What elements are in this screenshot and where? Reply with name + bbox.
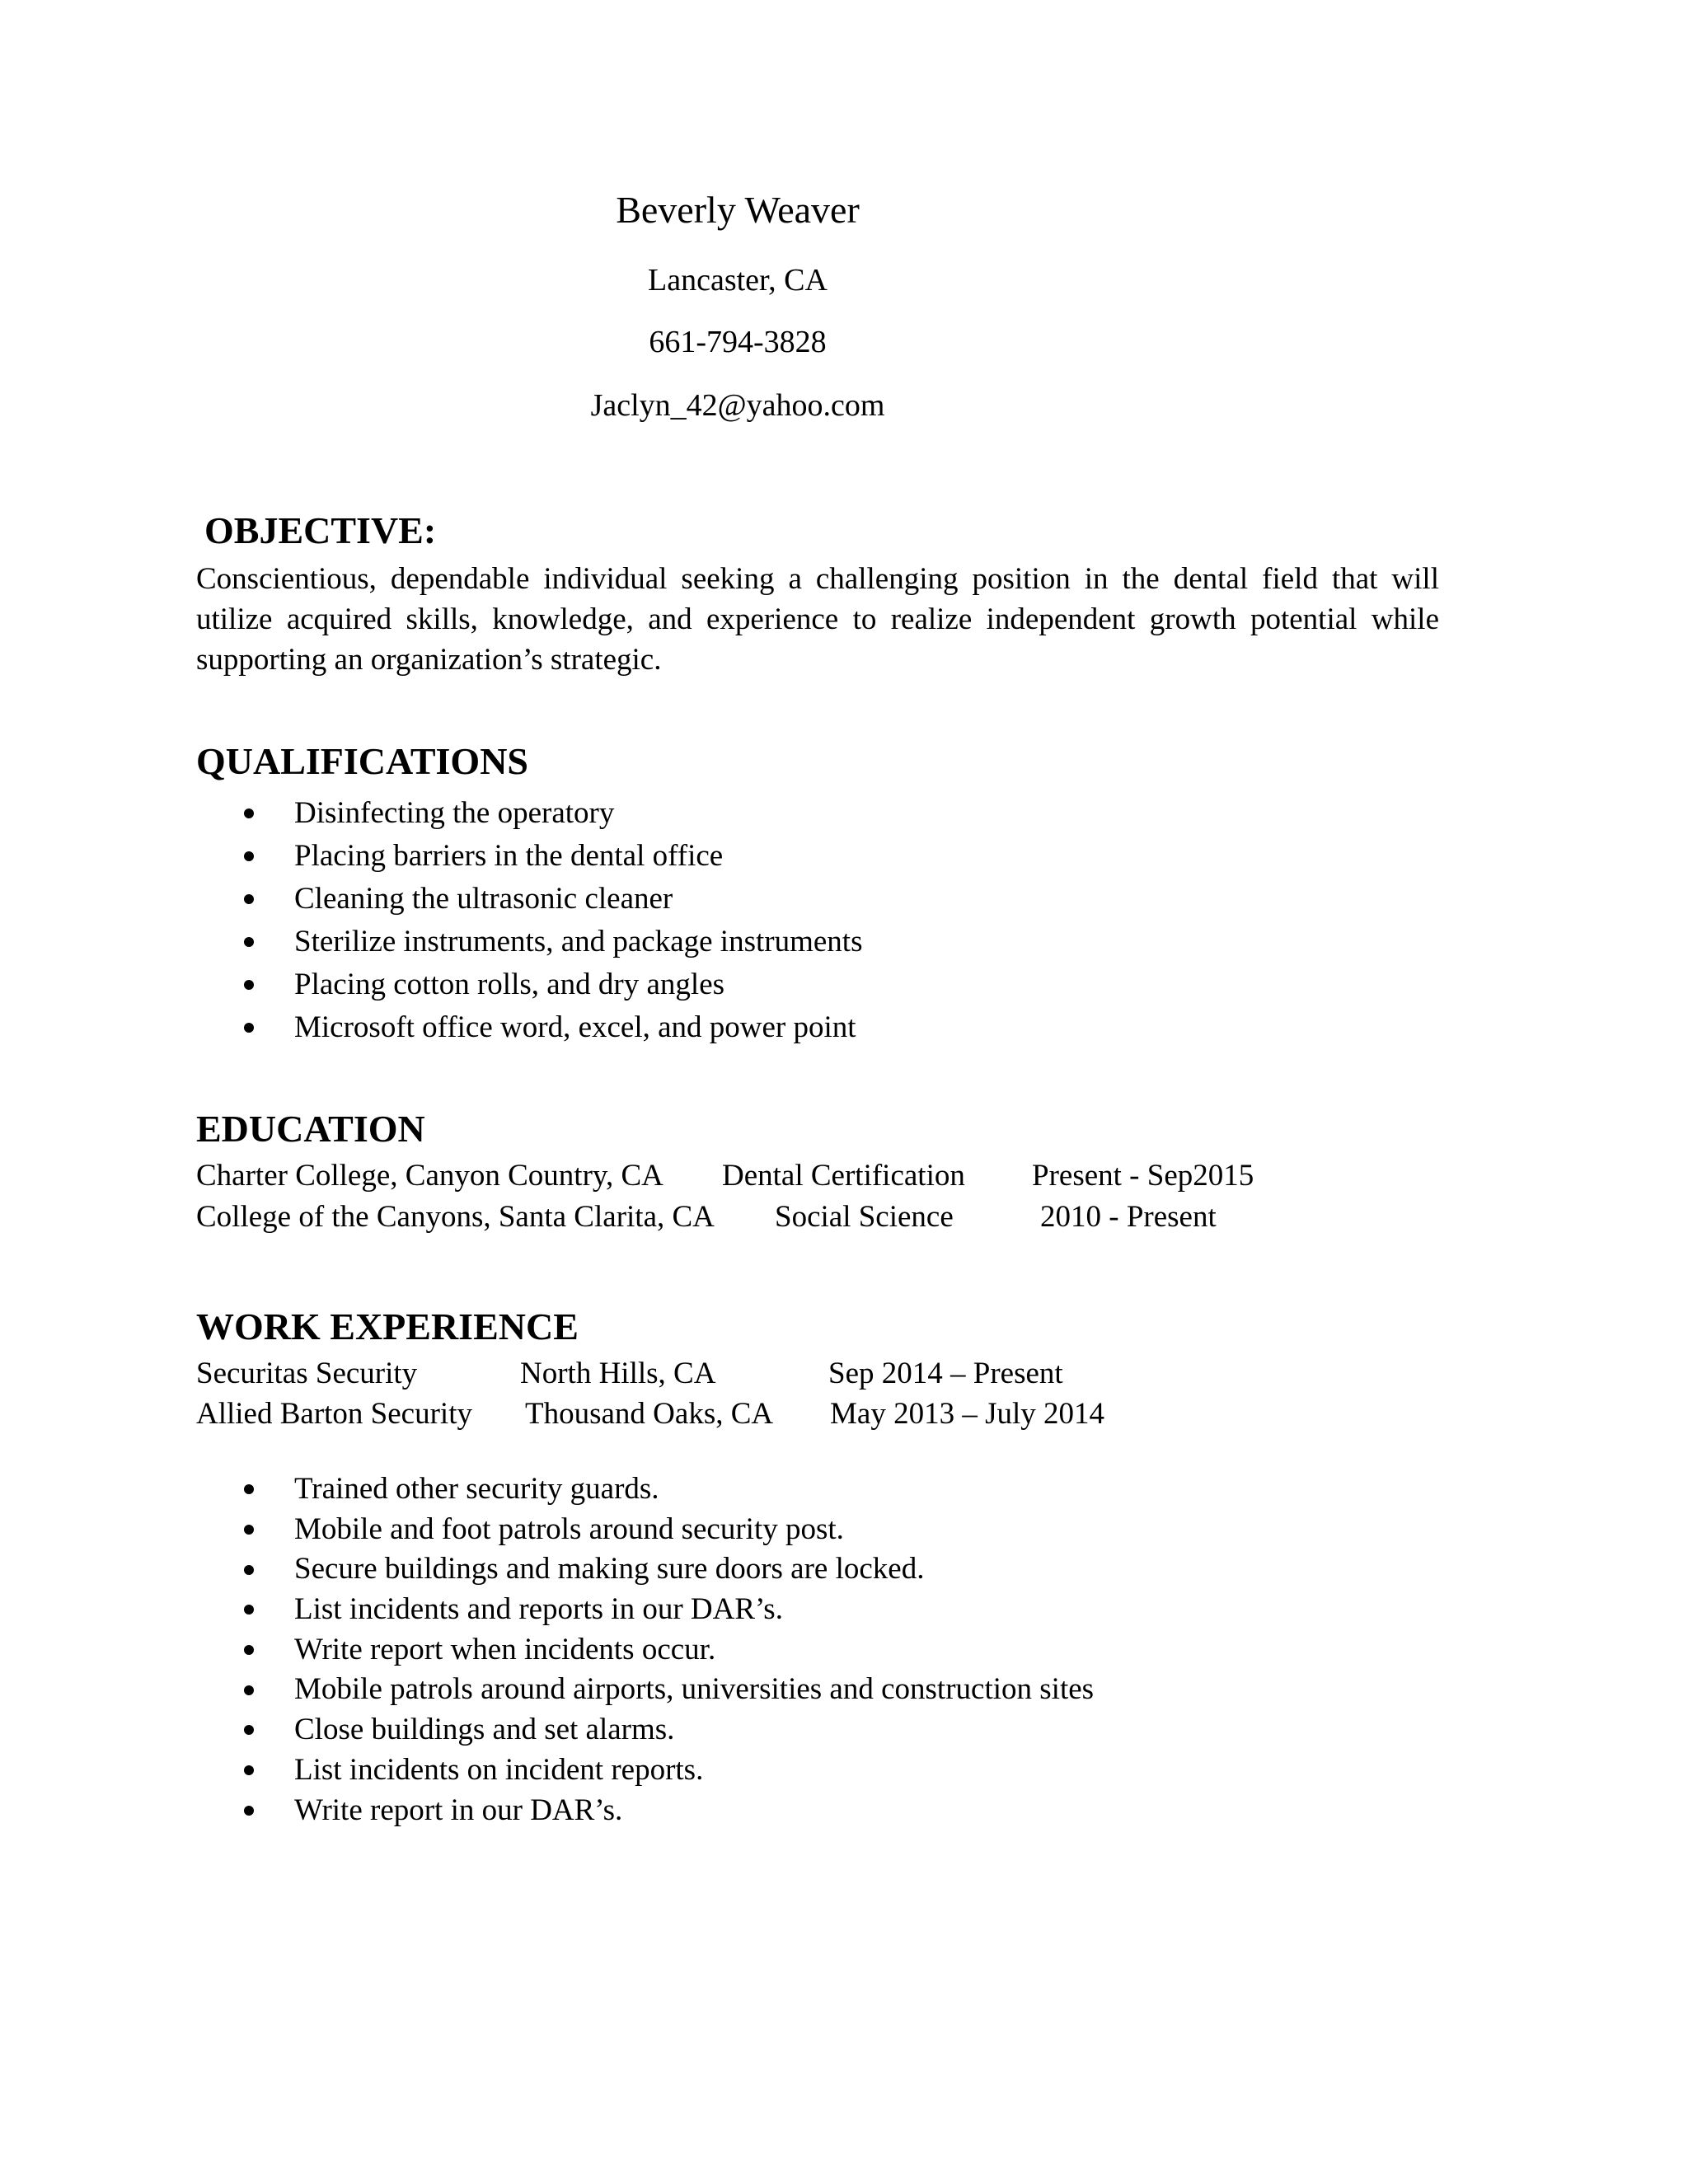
list-item [196,792,862,835]
bullet-icon [244,1725,254,1735]
list-item-text: List incidents and reports in our DAR’s. [294,1592,783,1627]
bullet-icon [244,808,254,818]
list-item [196,1510,1094,1550]
applicant-name: Beverly Weaver [616,189,860,231]
bullet-icon [244,1023,254,1033]
list-item-text: Sterilize instruments, and package instruments [294,925,863,958]
applicant-phone: 661-794-3828 [649,325,827,359]
list-item [196,1590,1094,1630]
work-employer: Securitas Security [196,1357,418,1390]
list-item-text: List incidents on incident reports. [294,1752,704,1787]
bullet-icon [244,1685,254,1695]
list-item-text: Close buildings and set alarms. [294,1713,675,1747]
work-location: North Hills, CA [520,1357,716,1390]
list-item-text: Disinfecting the operatory [294,796,615,830]
list-item-text: Write report when incidents occur. [294,1632,716,1666]
list-item-text: Cleaning the ultrasonic cleaner [294,882,673,916]
bullet-icon [244,1484,254,1494]
list-item [196,921,862,963]
list-item-text: Mobile patrols around airports, universities and construction sites [294,1672,1095,1707]
bullet-icon [244,1645,254,1655]
list-item-text: Secure buildings and making sure doors are locked. [294,1552,925,1586]
work-dates: Sep 2014 – Present [828,1357,1063,1390]
bullet-icon [244,937,254,947]
list-item [196,963,862,1006]
work-employer: Allied Barton Security [196,1397,472,1431]
list-item [196,1469,1094,1510]
bullet-icon [244,980,254,990]
list-item [196,878,862,921]
education-program: Dental Certification [722,1159,965,1193]
list-item-text: Placing barriers in the dental office [294,839,724,873]
applicant-city: Lancaster, CA [648,263,828,298]
bullet-icon [244,1765,254,1775]
list-item [196,1710,1094,1750]
education-heading: EDUCATION [196,1108,425,1150]
education-school: Charter College, Canyon Country, CA [196,1159,663,1193]
list-item [196,1750,1094,1791]
list-item [196,1549,1094,1590]
qualifications-list [196,792,862,1049]
list-item-text: Microsoft office word, excel, and power point [294,1010,856,1044]
education-dates: Present - Sep2015 [1032,1159,1254,1193]
list-item [196,1670,1094,1710]
work-experience-heading: WORK EXPERIENCE [196,1305,579,1347]
bullet-icon [244,894,254,904]
work-location: Thousand Oaks, CA [525,1397,774,1431]
list-item [196,1791,1094,1831]
education-program: Social Science [775,1200,954,1234]
list-item-text: Mobile and foot patrols around security post. [294,1511,844,1546]
bullet-icon [244,1605,254,1615]
list-item-text: Placing cotton rolls, and dry angles [294,968,725,1001]
list-item-text: Trained other security guards. [294,1472,659,1506]
bullet-icon [244,1525,254,1535]
education-school: College of the Canyons, Santa Clarita, CA [196,1200,715,1234]
objective-text: Conscientious, dependable individual seeking a challenging position in the dental field that will utilize acquired skills, knowledge, and experience to realize independent growth potential while supporting an organization’s strategic. [196,562,1439,677]
bullet-icon [244,1806,254,1816]
work-duties-list [196,1469,1094,1830]
list-item [196,1630,1094,1671]
objective-heading: OBJECTIVE: [204,509,437,551]
work-dates: May 2013 – July 2014 [830,1397,1104,1431]
qualifications-heading: QUALIFICATIONS [196,740,528,782]
list-item [196,835,862,878]
list-item [196,1006,862,1049]
applicant-email: Jaclyn_42@yahoo.com [590,388,885,423]
education-dates: 2010 - Present [1040,1200,1217,1234]
bullet-icon [244,1565,254,1575]
bullet-icon [244,851,254,861]
list-item-text: Write report in our DAR’s. [294,1793,623,1827]
